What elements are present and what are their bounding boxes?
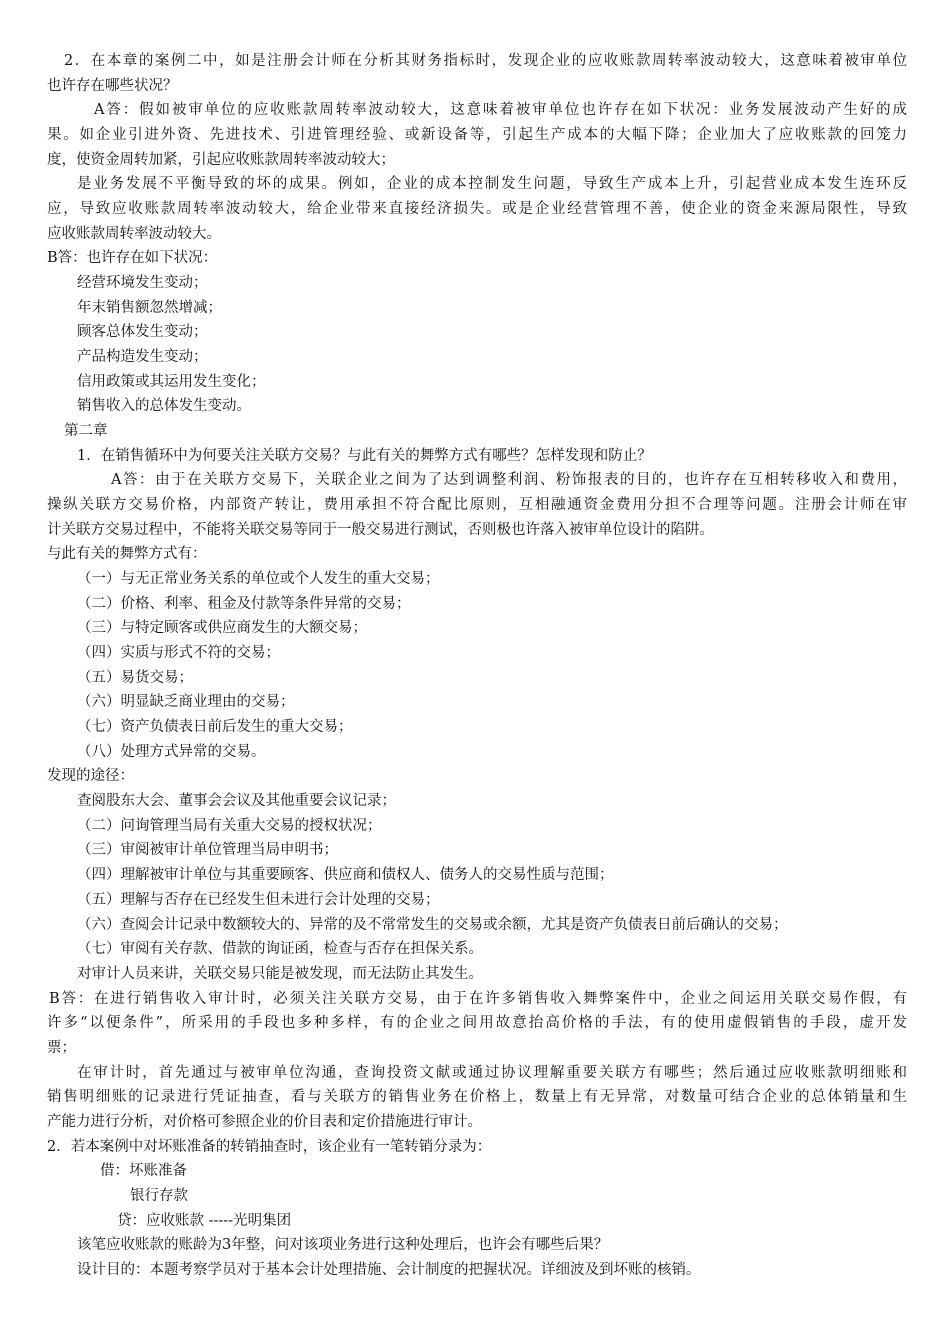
text-line: 是业务发展不平衡导致的坏的成果。例如，企业的成本控制发生问题，导致生产成本上升，引起营业成本发生连环反 xyxy=(77,176,907,193)
text-line: （三）审阅被审计单位管理当局申明书； xyxy=(77,842,338,859)
text-line: （四）实质与形式不符的交易； xyxy=(77,645,280,662)
text-line: 销售收入的总体发生变动。 xyxy=(77,398,251,415)
text-line: B答：在进行销售收入审计时，必须关注关联方交易，由于在许多销售收入舞弊案件中，企业之间运用关联交易作假，有 xyxy=(49,990,907,1007)
text-line: （二）价格、利率、租金及付款等条件异常的交易； xyxy=(77,595,411,612)
text-line: 在审计时，首先通过与被审单位沟通，查询投资文献或通过协议理解重要关联方有哪些；然后通过应收账款明细账和 xyxy=(77,1064,907,1081)
text-line: 该笔应收账款的账龄为3年整，问对该项业务进行这种处理后，也许会有哪些后果？ xyxy=(77,1237,609,1254)
text-line: 计关联方交易过程中，不能将关联交易等同于一般交易进行测试，否则极也许落入被审单位设计的陷阱。 xyxy=(47,521,714,538)
text-line: 查阅股东大会、董事会会议及其他重要会议记录； xyxy=(77,793,396,810)
text-line: （六）明显缺乏商业理由的交易； xyxy=(77,694,295,711)
text-line: （一）与无正常业务关系的单位或个人发生的重大交易； xyxy=(77,571,440,588)
text-line: 销售明细账的记录进行凭证抽查，看与关联方的销售业务在价格上，数量上有无异常，对数量可结合企业的总体销量和生 xyxy=(47,1089,907,1106)
text-line: 顾客总体发生变动； xyxy=(77,324,208,341)
text-line: 1．在销售循环中为何要关注关联方交易？与此有关的舞弊方式有哪些？怎样发现和防止？ xyxy=(77,447,652,464)
text-line: 操纵关联方交易价格，内部资产转让，费用承担不符合配比原则，互相融通资金费用分担不合理等问题。注册会计师在审 xyxy=(47,497,907,514)
text-line: 应收账款周转率波动较大。 xyxy=(47,225,221,242)
text-line: 应，导致应收账款周转率波动较大，给企业带来直接经济损失。或是企业经营管理不善，使企业的资金来源局限性，导致 xyxy=(47,201,907,217)
text-line: 设计目的：本题考察学员对于基本会计处理措施、会计制度的把握状况。详细波及到坏账的核销。 xyxy=(77,1261,701,1278)
text-line: 与此有关的舞弊方式有： xyxy=(47,546,207,563)
text-line: （三）与特定顾客或供应商发生的大额交易； xyxy=(77,620,367,637)
text-line: 银行存款 xyxy=(130,1187,188,1204)
text-line: 发现的途径： xyxy=(47,768,134,785)
text-line: 产能力进行分析，对价格可参照企业的价目表和定价措施进行审计。 xyxy=(47,1113,482,1130)
text-line: 产品构造发生变动； xyxy=(77,349,208,365)
text-line: （四）理解被审计单位与其重要顾客、供应商和债权人、债务人的交易性质与范围； xyxy=(77,867,614,884)
text-line: 第二章 xyxy=(64,423,108,440)
text-line: 度，使资金周转加紧，引起应收账款周转率波动较大； xyxy=(47,151,395,168)
text-line: （八）处理方式异常的交易。 xyxy=(77,743,266,760)
text-line: 信用政策或其运用发生变化； xyxy=(77,373,266,390)
text-line: 2．若本案例中对坏账准备的转销抽查时，该企业有一笔转销分录为： xyxy=(47,1138,492,1155)
text-line: 2．在本章的案例二中，如是注册会计师在分析其财务指标时，发现企业的应收账款周转率波动较大，这意味着被审单位 xyxy=(64,53,907,69)
text-line: 借：坏账准备 xyxy=(100,1163,187,1180)
text-line: （六）查阅会计记录中数额较大的、异常的及不常常发生的交易或余额，尤其是资产负债表日前后确认的交易； xyxy=(77,916,788,933)
text-line: A答：由于在关联方交易下，关联企业之间为了达到调整利润、粉饰报表的目的，也许存在互相转移收入和费用， xyxy=(111,472,907,489)
text-line: 也许存在哪些状况？ xyxy=(47,77,178,94)
text-line: （七）资产负债表日前后发生的重大交易； xyxy=(77,719,353,736)
text-line: 果。如企业引进外资、先进技术、引进管理经验、或新设备等，引起生产成本的大幅下降；企业加大了应收账款的回笼力 xyxy=(47,127,907,143)
text-line: 对审计人员来讲，关联交易只能是被发现，而无法防止其发生。 xyxy=(77,965,483,982)
text-line: A答：假如被审单位的应收账款周转率波动较大，这意味着被审单位也许存在如下状况：业务发展波动产生好的成 xyxy=(94,102,907,119)
text-line: 贷：应收账款 -----光明集团 xyxy=(117,1212,292,1229)
text-line: （五）理解与否存在已经发生但未进行会计处理的交易； xyxy=(77,891,440,908)
text-line: B答：也许存在如下状况： xyxy=(47,250,218,267)
text-line: 许多“以便条件”，所采用的手段也多种多样，有的企业之间用故意抬高价格的手法，有的使用虚假销售的手段，虚开发 xyxy=(47,1015,907,1032)
text-line: （二）问询管理当局有关重大交易的授权状况； xyxy=(77,817,382,834)
text-line: 年末销售额忽然增减； xyxy=(77,299,222,316)
text-line: 经营环境发生变动； xyxy=(77,275,208,291)
text-line: 票； xyxy=(47,1039,76,1056)
text-line: （五）易货交易； xyxy=(77,669,193,686)
text-line: （七）审阅有关存款、借款的询证函，检查与否存在担保关系。 xyxy=(77,941,483,958)
